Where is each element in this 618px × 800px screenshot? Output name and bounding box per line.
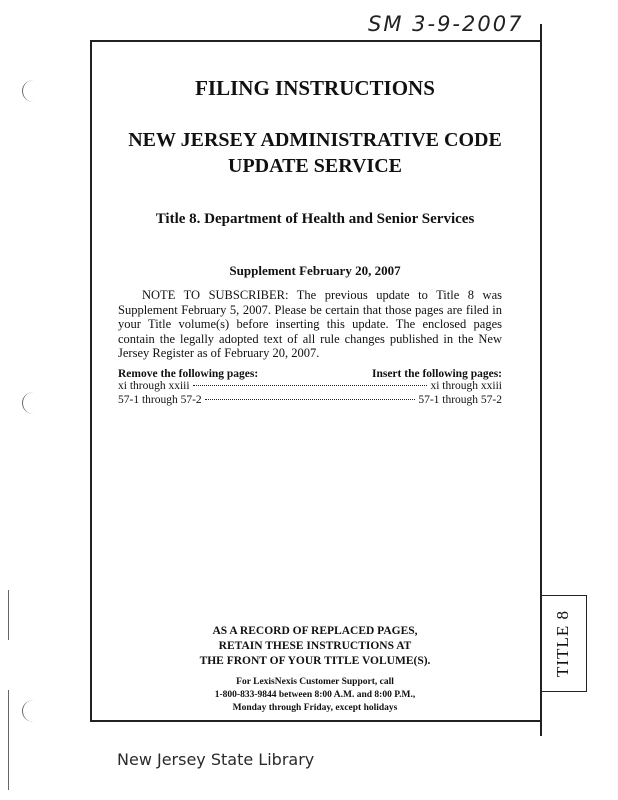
customer-support-info <box>90 676 540 715</box>
title-tab-label: TITLE 8 <box>553 610 572 677</box>
page-exchange-list <box>118 368 502 407</box>
support-line: 1-800-833-9844 between 8:00 A.M. and 8:00 P.M., <box>214 690 416 700</box>
record-notice-line: RETAIN THESE INSTRUCTIONS AT <box>218 640 412 652</box>
title-tab <box>540 595 587 692</box>
record-notice-line: AS A RECORD OF REPLACED PAGES, <box>212 625 418 637</box>
margin-mark <box>8 590 9 640</box>
punch-hole-bottom <box>22 700 45 722</box>
insert-pages-value: xi through xxiii <box>430 380 502 392</box>
record-notice <box>90 624 540 669</box>
support-line: For LexisNexis Customer Support, call <box>236 677 394 687</box>
page-list-header <box>118 368 502 380</box>
handwritten-annotation: SM 3-9-2007 <box>368 12 524 36</box>
insert-pages-heading: Insert the following pages: <box>371 368 502 380</box>
dot-leader <box>193 385 428 386</box>
page-row <box>118 394 502 408</box>
insert-pages-value: 57-1 through 57-2 <box>418 393 502 406</box>
service-title-line: NEW JERSEY ADMINISTRATIVE CODE <box>128 129 502 151</box>
service-title <box>90 127 540 179</box>
subscriber-note: NOTE TO SUBSCRIBER: The previous update to Title 8 was Supplement February 5, 2007. Please be certain that those pages are filed in your Title volume(s) before inserting this update. The enclosed pages contain the legally adopted text of all rule changes published in the New Jersey Register as of February 20, 2007. <box>118 288 502 361</box>
service-title-line: UPDATE SERVICE <box>228 155 402 177</box>
page-row <box>118 380 502 394</box>
remove-pages-value: xi through xxiii <box>118 380 190 392</box>
record-notice-line: THE FRONT OF YOUR TITLE VOLUME(S). <box>199 655 431 667</box>
margin-mark <box>8 690 9 790</box>
support-line: Monday through Friday, except holidays <box>232 703 398 713</box>
remove-pages-heading: Remove the following pages: <box>118 368 259 380</box>
punch-hole-top <box>22 80 45 102</box>
dot-leader <box>205 399 416 400</box>
remove-pages-value: 57-1 through 57-2 <box>118 393 202 406</box>
department-heading: Title 8. Department of Health and Senior Services <box>155 211 475 227</box>
library-stamp: New Jersey State Library <box>117 750 315 769</box>
supplement-date: Supplement February 20, 2007 <box>229 263 401 278</box>
bottom-border-rule <box>90 720 540 722</box>
punch-hole-middle <box>22 392 45 414</box>
page-title: FILING INSTRUCTIONS <box>195 76 435 100</box>
